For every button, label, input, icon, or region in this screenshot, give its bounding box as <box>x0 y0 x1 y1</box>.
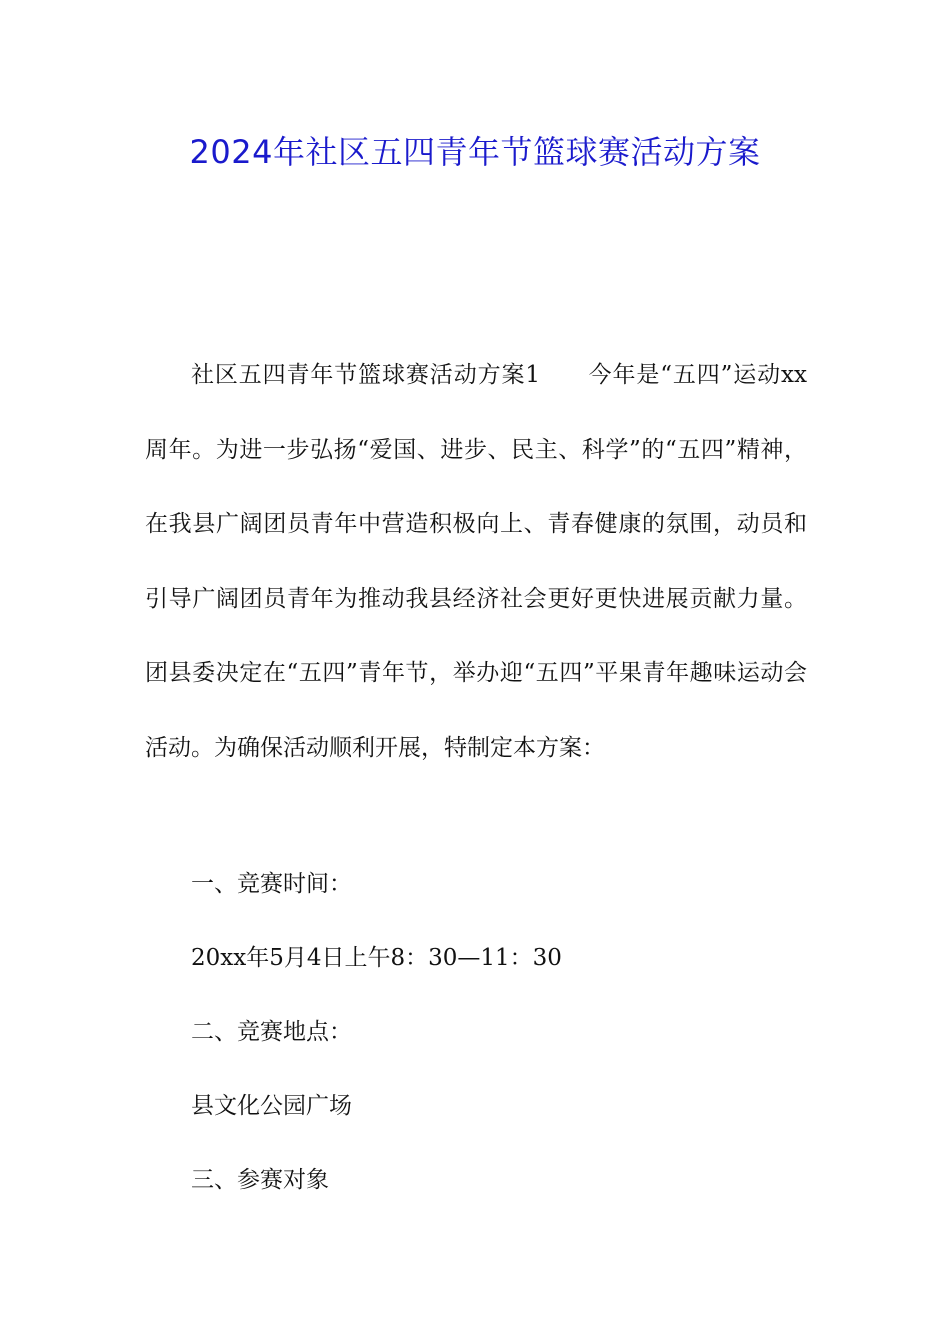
section-heading-time: 一、竞赛时间： <box>191 871 352 897</box>
intro-paragraph: 社区五四青年节篮球赛活动方案1 今年是“五四”运动xx周年。为进一步弘扬“爱国、进步、民主、科学”的“五四”精神，在我县广阔团员青年中营造积极向上、青春健康的氛围，动员和引导广阔团员青年为推动我县经济社会更好更快进展贡献力量。团县委决定在“五四”青年节，举办迎“五四”平果青年趣味运动会活动。为确保活动顺利开展，特制定本方案： <box>145 362 807 761</box>
section-content-location: 县文化公园广场 <box>191 1093 352 1119</box>
section-heading-location: 二、竞赛地点： <box>191 1019 352 1045</box>
document-title: 2024年社区五四青年节篮球赛活动方案 <box>189 133 761 171</box>
section-content-time: 20xx年5月4日上午8：30—11：30 <box>191 945 562 971</box>
section-heading-participants: 三、参赛对象 <box>191 1167 329 1193</box>
